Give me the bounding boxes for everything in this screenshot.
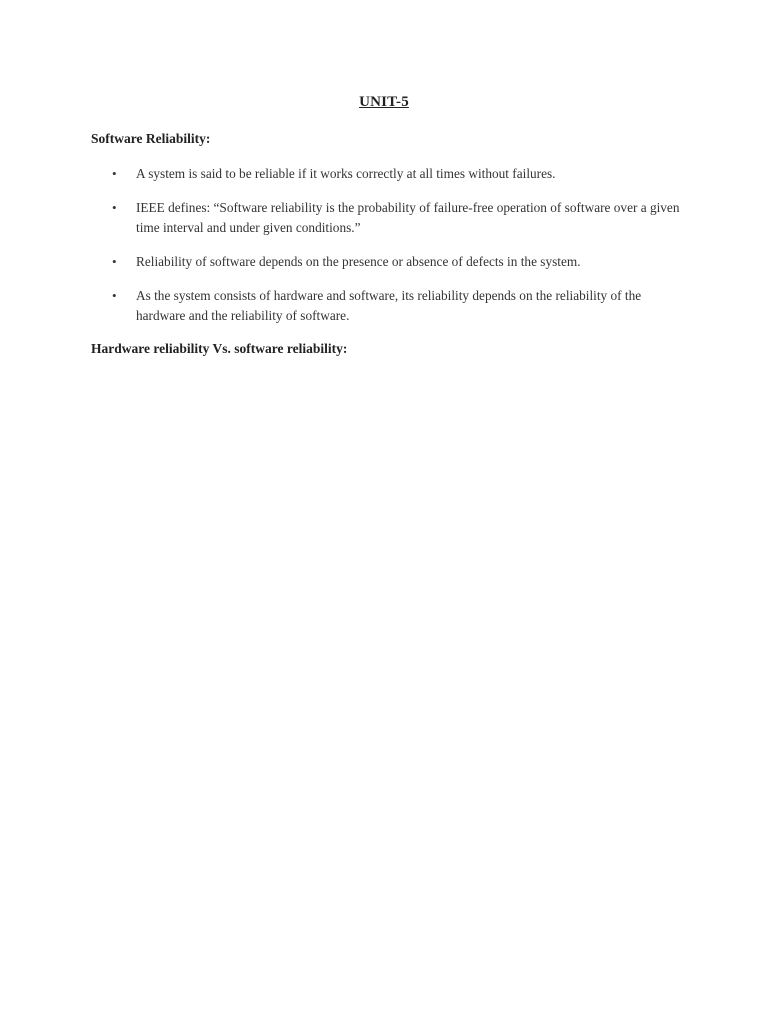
list-item [91,286,691,326]
bullet-text: A system is said to be reliable if it works correctly at all times without failures. [136,166,556,181]
bullet-icon: • [112,288,117,303]
list-item [91,164,691,184]
bullet-icon: • [112,166,117,181]
bullet-icon: • [112,254,117,269]
list-item [91,198,691,238]
bullet-text: Reliability of software depends on the presence or absence of defects in the system. [136,254,581,269]
section-heading-hardware-vs-software: Hardware reliability Vs. software reliability: [91,341,348,356]
bullet-icon: • [112,200,117,215]
section-heading-software-reliability: Software Reliability: [91,131,211,146]
bullet-text: As the system consists of hardware and software, its reliability depends on the reliability of the hardware and the reliability of software. [136,288,642,323]
bullet-text: IEEE defines: “Software reliability is the probability of failure-free operation of software over a given time interval and under given conditions.” [136,200,680,235]
page-title: UNIT-5 [359,94,409,110]
list-item [91,252,691,272]
bullet-list [91,164,691,340]
